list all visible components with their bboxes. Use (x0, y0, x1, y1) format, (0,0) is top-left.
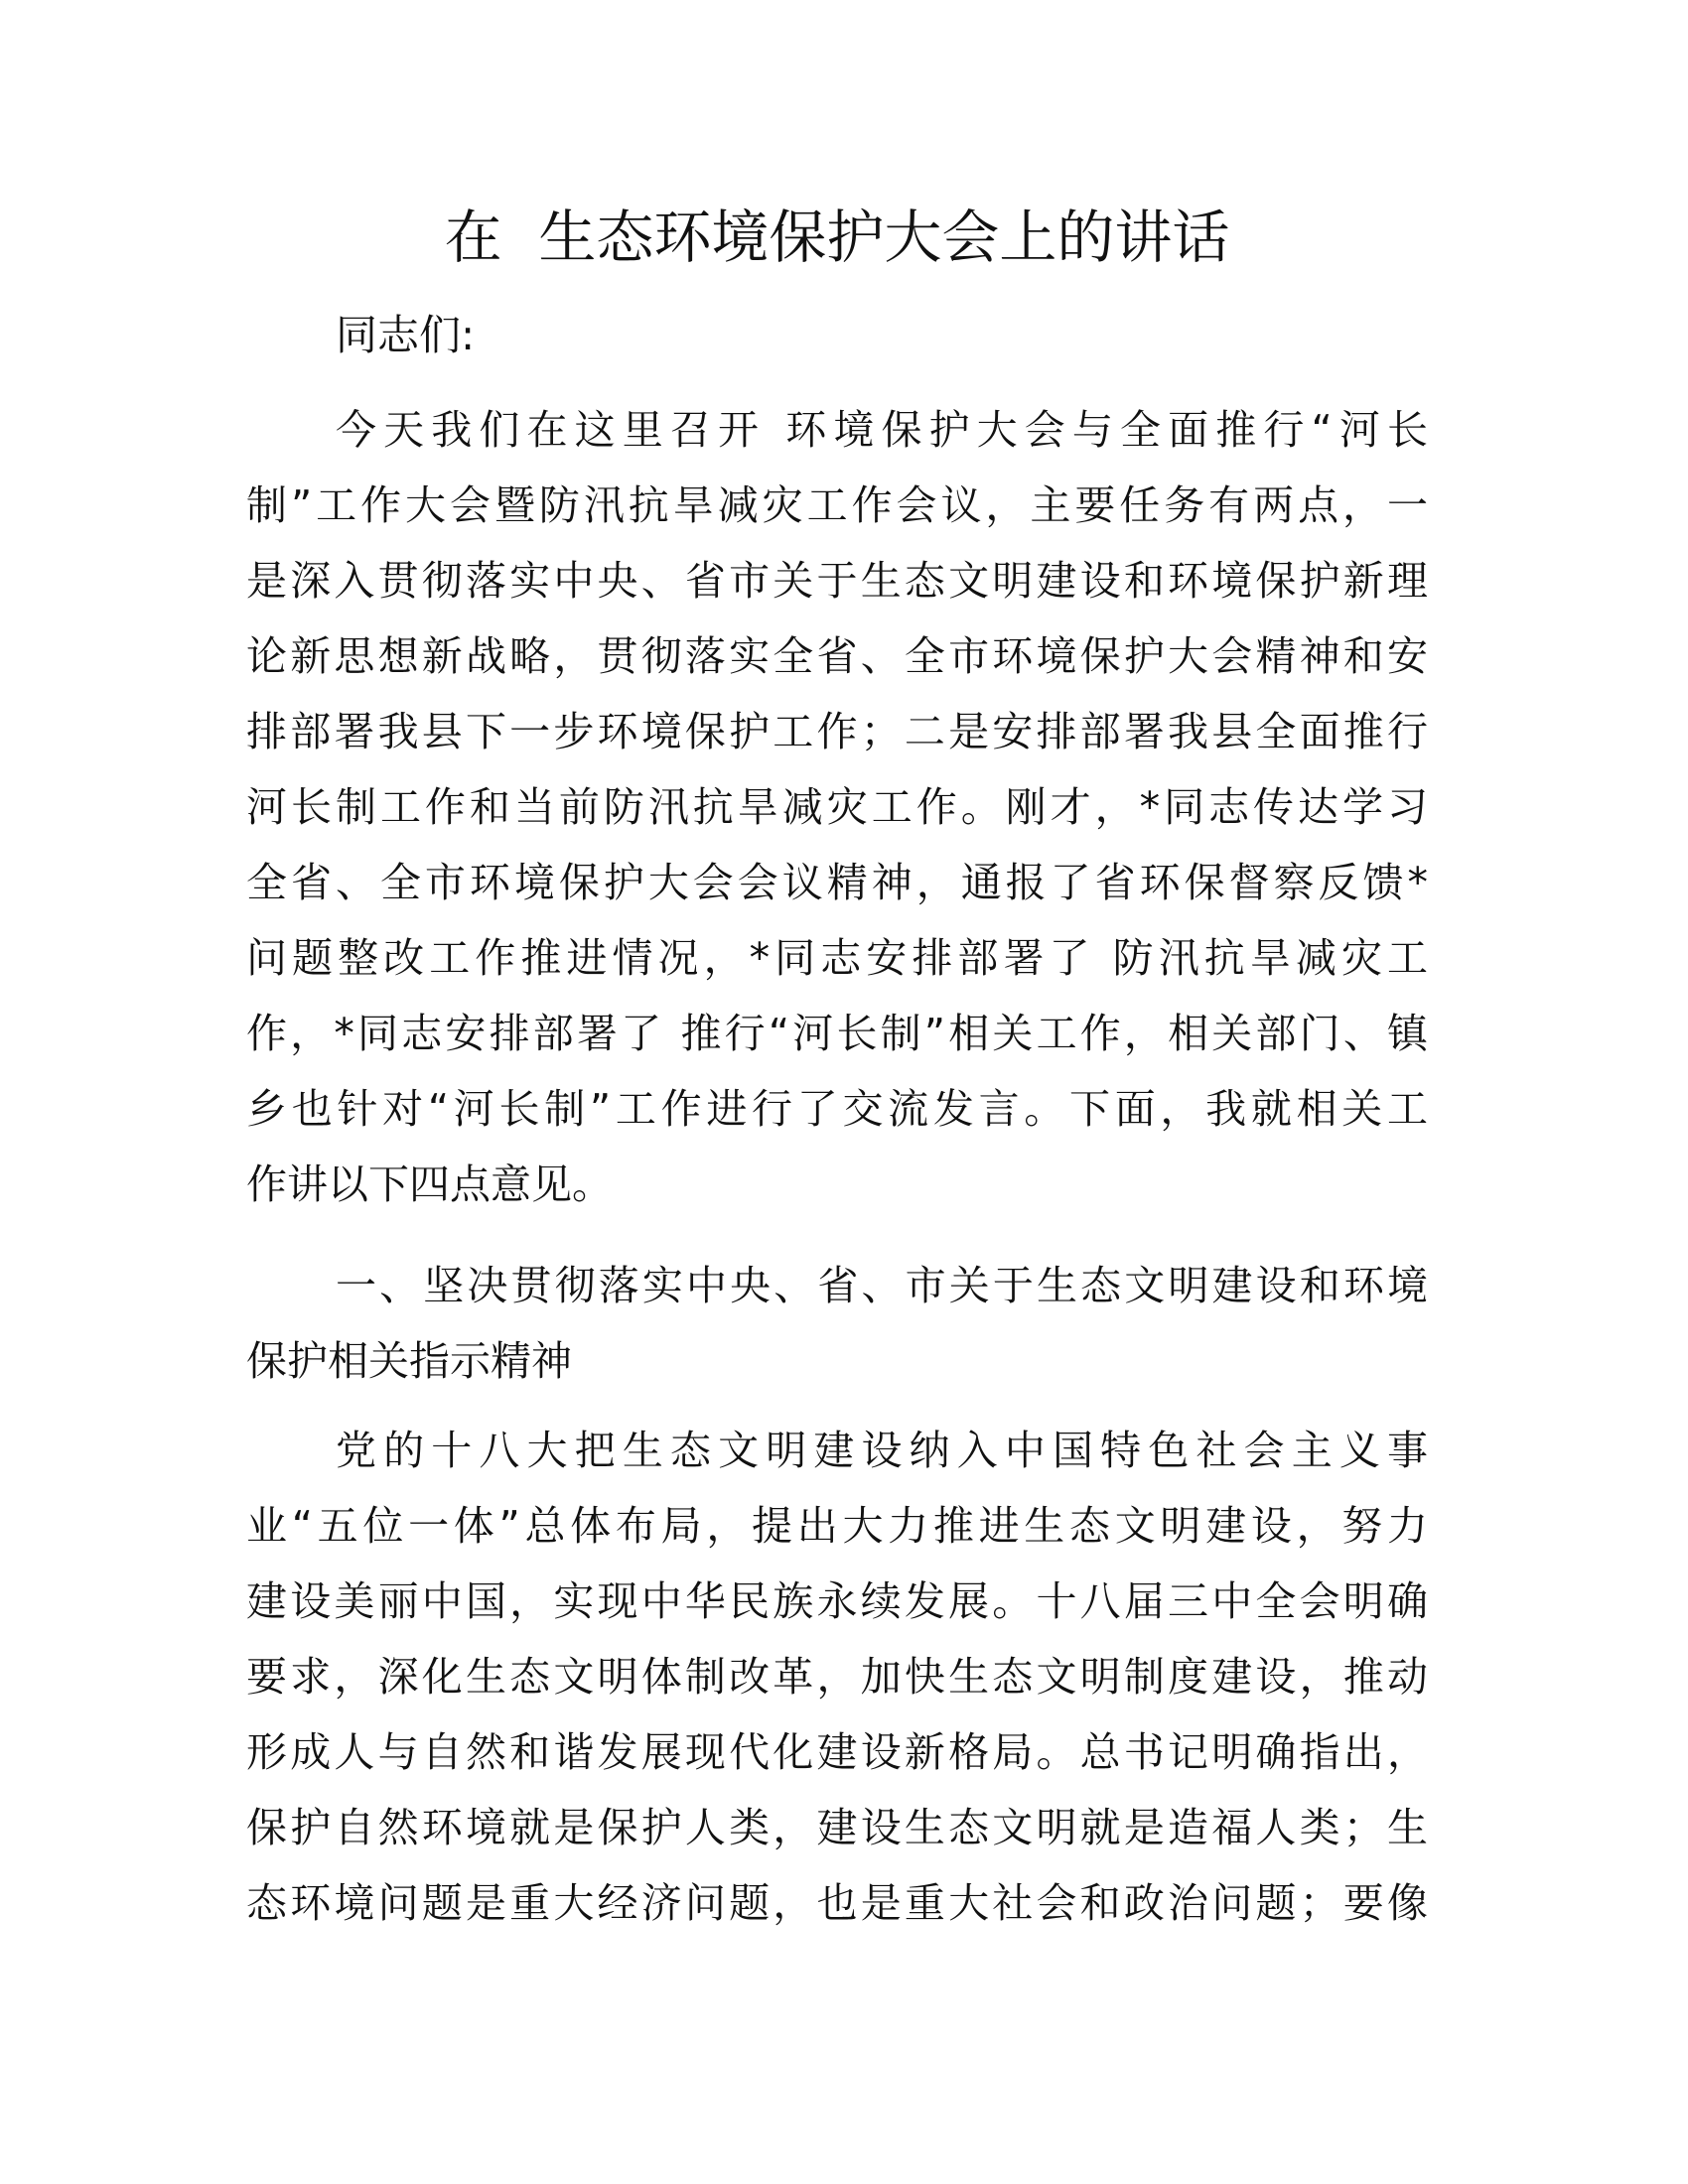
paragraph-intro (246, 392, 1428, 1222)
greeting: 同志们: (336, 311, 476, 359)
text-line: 一、坚决贯彻落实中央、省、市关于生态文明建设和环境 (336, 1262, 1428, 1309)
paragraph-section-1 (246, 1413, 1428, 1941)
text-line: 形成人与自然和谐发展现代化建设新格局。总书记明确指出， (246, 1728, 1428, 1776)
text-line: 制”工作大会暨防汛抗旱减灾工作会议，主要任务有两点，一 (246, 481, 1428, 529)
text-line: 作讲以下四点意见。 (246, 1160, 613, 1208)
text-line: 是深入贯彻落实中央、省市关于生态文明建设和环境保护新理 (246, 557, 1428, 605)
text-line: 作，*同志安排部署了 推行“河长制”相关工作，相关部门、镇 (246, 1010, 1428, 1057)
text-line: 态环境问题是重大经济问题，也是重大社会和政治问题；要像 (246, 1879, 1428, 1927)
text-line: 业“五位一体”总体布局，提出大力推进生态文明建设，努力 (246, 1502, 1428, 1550)
text-line: 要求，深化生态文明体制改革，加快生态文明制度建设，推动 (246, 1653, 1428, 1701)
text-line: 保护相关指示精神 (246, 1337, 572, 1385)
section-heading-1 (246, 1248, 1428, 1399)
text-line: 保护自然环境就是保护人类，建设生态文明就是造福人类；生 (246, 1804, 1428, 1851)
text-line: 问题整改工作推进情况，*同志安排部署了 防汛抗旱减灾工 (246, 934, 1428, 982)
document-title: 在 生态环境保护大会上的讲话 (444, 204, 1230, 271)
text-line: 党的十八大把生态文明建设纳入中国特色社会主义事 (336, 1427, 1428, 1474)
text-line: 乡也针对“河长制”工作进行了交流发言。下面，我就相关工 (246, 1085, 1428, 1133)
text-line: 论新思想新战略，贯彻落实全省、全市环境保护大会精神和安 (246, 632, 1428, 680)
text-line: 全省、全市环境保护大会会议精神，通报了省环保督察反馈* (246, 859, 1428, 906)
text-line: 排部署我县下一步环境保护工作；二是安排部署我县全面推行 (246, 708, 1428, 755)
text-line: 今天我们在这里召开 环境保护大会与全面推行“河长 (336, 406, 1428, 454)
text-line: 建设美丽中国，实现中华民族永续发展。十八届三中全会明确 (246, 1577, 1428, 1625)
text-line: 河长制工作和当前防汛抗旱减灾工作。刚才，*同志传达学习 (246, 783, 1428, 831)
